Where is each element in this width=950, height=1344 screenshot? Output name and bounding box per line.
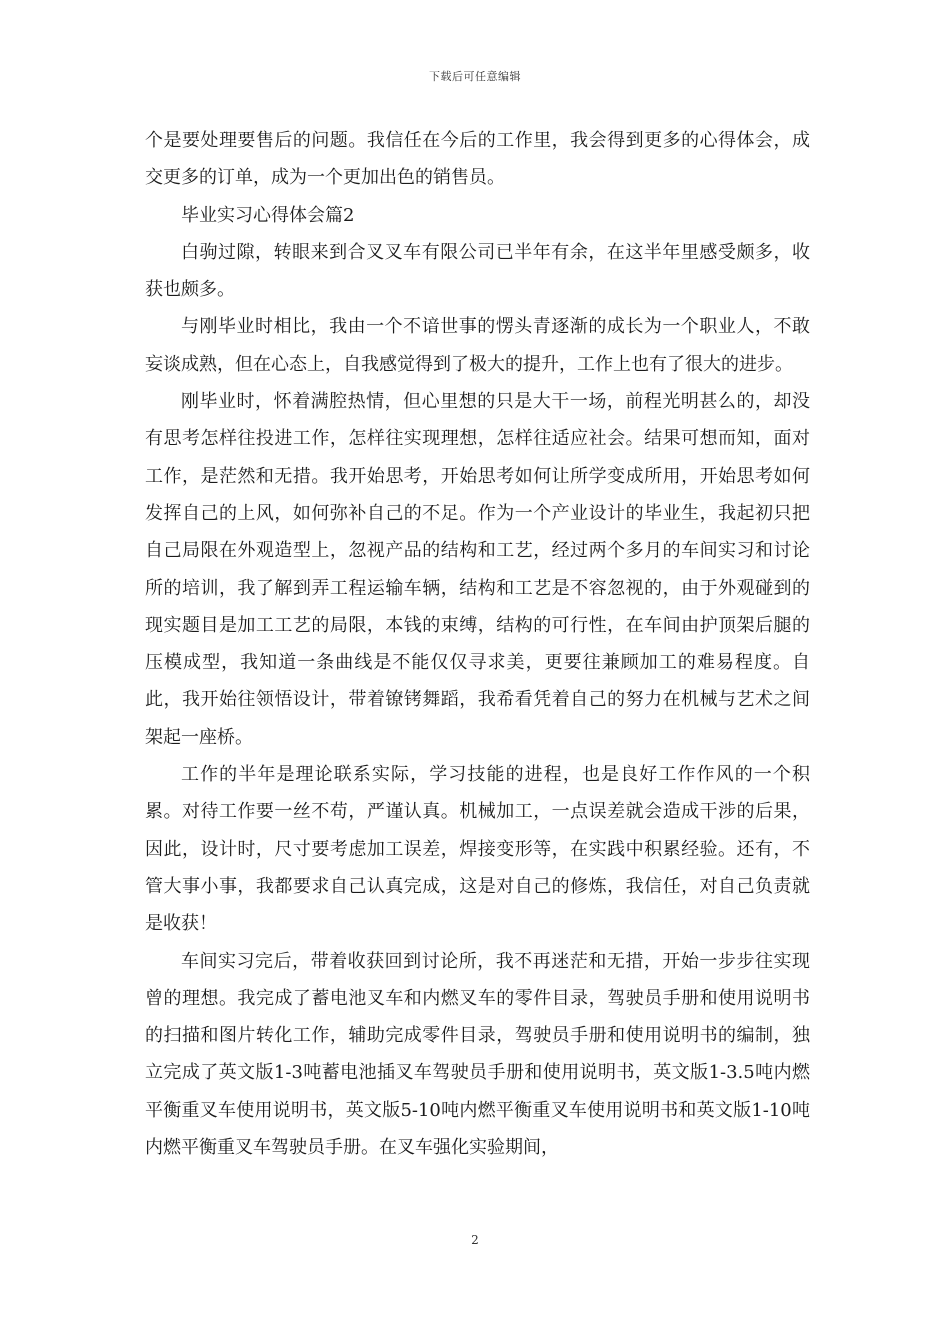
paragraph: 工作的半年是理论联系实际，学习技能的进程，也是良好工作作风的一个积累。对待工作要一丝不苟，严谨认真。机械加工，一点误差就会造成干涉的后果，因此，设计时，尺寸要考虑加工误差，焊接变形等，在实践中积累经验。还有，不管大事小事，我都要求自己认真完成，这是对自己的修炼，我信任，对自己负责就是收获！ bbox=[145, 764, 810, 935]
paragraph: 与刚毕业时相比，我由一个不谙世事的愣头青逐渐的成长为一个职业人，不敢妄谈成熟，但在心态上，自我感觉得到了极大的提升，工作上也有了很大的进步。 bbox=[145, 316, 810, 375]
paragraph: 白驹过隙，转眼来到合叉叉车有限公司已半年有余，在这半年里感受颇多，收获也颇多。 bbox=[145, 241, 810, 301]
paragraph: 车间实习完后，带着收获回到讨论所，我不再迷茫和无措，开始一步步往实现曾的理想。我完成了蓄电池叉车和内燃叉车的零件目录，驾驶员手册和使用说明书的扫描和图片转化工作，辅助完成零件目录，驾驶员手册和使用说明书的编制，独立完成了英文版1-3吨蓄电池插叉车驾驶员手册和使用说明书，英文版1-3.5吨内燃平衡重叉车使用说明书，英文版5-10吨内燃平衡重叉车使用说明书和英文版1-10吨内燃平衡重叉车驾驶员手册。在叉车强化实验期间， bbox=[145, 950, 810, 1159]
paragraph: 刚毕业时，怀着满腔热情，但心里想的只是大干一场，前程光明甚么的，却没有思考怎样往投进工作，怎样往实现理想，怎样往适应社会。结果可想而知，面对工作，是茫然和无措。我开始思考，开始思考如何让所学变成所用，开始思考如何发挥自己的上风，如何弥补自己的不足。作为一个产业设计的毕业生，我起初只把自己局限在外观造型上，忽视产品的结构和工艺，经过两个多月的车间实习和讨论所的培训，我了解到弄工程运输车辆，结构和工艺是不容忽视的，由于外观碰到的现实题目是加工工艺的局限，本钱的束缚，结构的可行性，在车间由护顶架后腿的压模成型，我知道一条曲线是不能仅仅寻求美，更要往兼顾加工的难易程度。自此，我开始往领悟设计，带着镣铐舞蹈，我希看凭着自己的努力在机械与艺术之间架起一座桥。 bbox=[145, 391, 810, 748]
page-number: 2 bbox=[471, 1233, 479, 1247]
page-header: 下载后可任意编辑 bbox=[429, 70, 521, 83]
paragraph: 个是要处理要售后的问题。我信任在今后的工作里，我会得到更多的心得体会，成交更多的订单，成为一个更加出色的销售员。 bbox=[145, 130, 810, 189]
document-body bbox=[145, 122, 810, 1166]
section-heading: 毕业实习心得体会篇2 bbox=[181, 204, 355, 226]
